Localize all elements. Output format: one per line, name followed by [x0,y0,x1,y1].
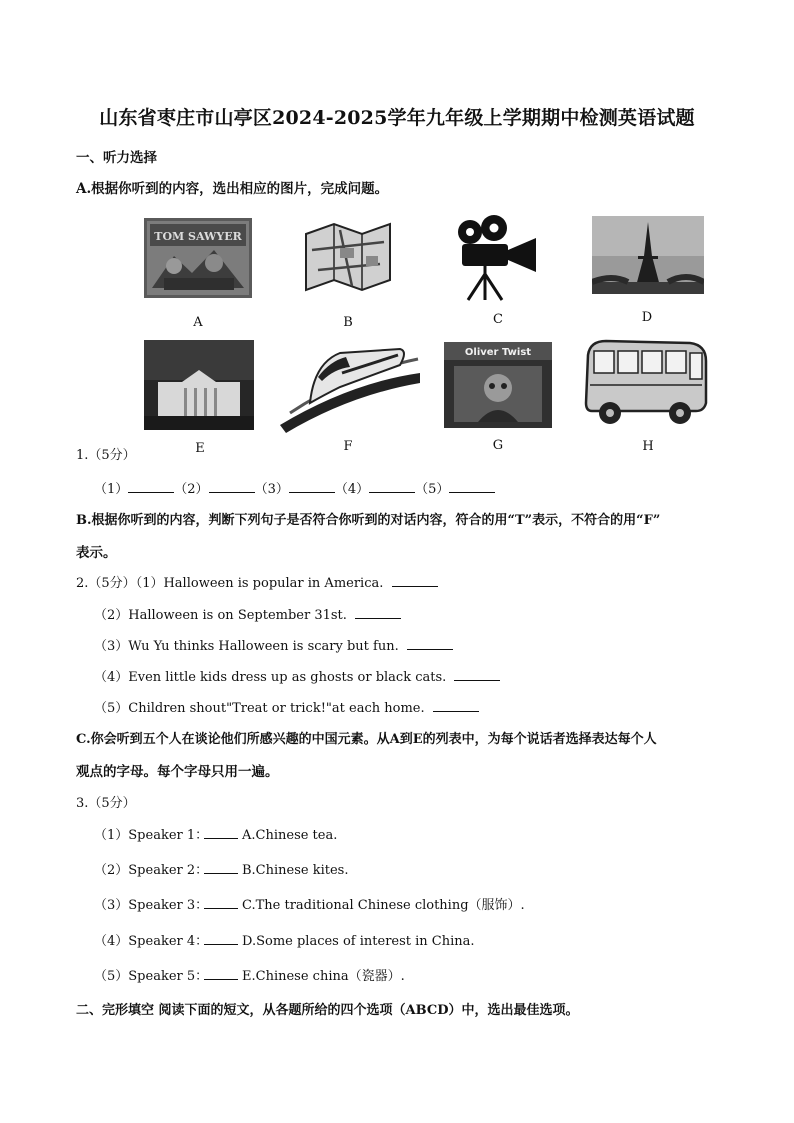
picture-d-letter: D [641,310,653,325]
picture-e-letter: E [195,441,205,456]
q1-blank-label-2: （2） [174,482,209,497]
question-2-row-4 [94,666,500,685]
picture-g-book-cover [444,342,552,428]
q3-option-a: A.Chinese tea. [242,828,338,843]
picture-c-movie-camera-icon [450,210,542,302]
question-3-label: 3.（5分） [76,796,136,811]
q2-statement-5: （5）Children shout"Treat or trick!"at each home. [94,701,425,716]
q3-speaker-row-4 [94,930,475,949]
q3-speaker-label-4: （4）Speaker 4： [94,934,209,949]
q2-statement-2: （2）Halloween is on September 31st. [94,608,347,623]
q1-blank-label-3: （3） [254,482,289,497]
q3-speaker-row-5 [94,965,405,984]
q1-blank-4[interactable] [369,480,415,493]
question-2-row-1 [76,572,438,591]
q1-blank-3[interactable] [289,480,335,493]
section-heading-cloze: 二、完形填空 阅读下面的短文，从各题所给的四个选项（ABCD）中，选出最佳选项。 [76,1003,579,1018]
q3-speaker-row-3 [94,894,525,913]
q3-option-d: D.Some places of interest in China. [242,934,475,949]
question-2-row-2 [94,604,401,623]
picture-b-letter: B [343,315,353,330]
question-1-label: 1.（5分） [76,448,136,463]
q1-blank-label-5: （5） [415,482,450,497]
q2-blank-2[interactable] [355,606,401,619]
q2-statement-1: （1）Halloween is popular in America. [135,576,384,591]
q3-option-c: C.The traditional Chinese clothing（服饰）. [242,898,525,913]
picture-h-letter: H [642,439,654,454]
question-2-row-5 [94,697,479,716]
picture-b-map [300,220,396,294]
q3-speaker-row-2 [94,859,348,878]
q1-blank-5[interactable] [449,480,495,493]
picture-h-bus [580,335,710,430]
q3-option-e: E.Chinese china（瓷器）. [242,969,405,984]
q3-option-b: B.Chinese kites. [242,863,349,878]
q3-speaker-label-3: （3）Speaker 3： [94,898,209,913]
q2-blank-4[interactable] [454,668,500,681]
picture-e-white-house [144,340,254,430]
picture-c-letter: C [493,312,503,327]
q1-blank-2[interactable] [209,480,255,493]
q3-speaker-label-1: （1）Speaker 1： [94,828,209,843]
question-2-row-3 [94,635,453,654]
q2-blank-1[interactable] [392,574,438,587]
q1-blank-1[interactable] [128,480,174,493]
q3-speaker-row-1 [94,824,337,843]
picture-d-eiffel-tower [592,216,704,294]
part-c-instruction-line-1: C.你会听到五个人在谈论他们所感兴趣的中国元素。从A到E的列表中，为每个说话者选择表达每个人 [76,732,657,747]
part-a-instruction: A.根据你听到的内容，选出相应的图片，完成问题。 [76,181,389,197]
picture-f-letter: F [343,439,353,454]
picture-f-train [280,343,420,433]
picture-g-caption: Oliver Twist [464,347,532,358]
q3-blank-3[interactable] [204,896,238,909]
question-1-answer-row [94,478,495,497]
question-2-label: 2.（5分） [76,576,136,591]
q2-statement-3: （3）Wu Yu thinks Halloween is scary but fun. [94,639,399,654]
picture-g-letter: G [492,438,504,453]
q3-speaker-label-5: （5）Speaker 5： [94,969,209,984]
q2-blank-3[interactable] [407,637,453,650]
q3-blank-1[interactable] [204,826,238,839]
part-c-instruction-line-2: 观点的字母。每个字母只用一遍。 [76,764,279,780]
picture-a-book-cover [144,218,252,298]
page-title: 山东省枣庄市山亭区2024-2025学年九年级上学期期中检测英语试题 [99,107,695,129]
picture-a-caption: TOM SAWYER [154,230,242,243]
q2-statement-4: （4）Even little kids dress up as ghosts or black cats. [94,670,447,685]
q3-speaker-label-2: （2）Speaker 2： [94,863,209,878]
q3-blank-5[interactable] [204,967,238,980]
q1-blank-label-4: （4） [334,482,370,497]
section-heading-listening: 一、听力选择 [76,150,157,166]
part-b-instruction-line-1: B.根据你听到的内容，判断下列句子是否符合你听到的对话内容，符合的用“T”表示，不符合的用“F” [76,513,661,528]
part-b-instruction-line-2: 表示。 [76,545,117,561]
picture-a-letter: A [193,315,203,330]
q3-blank-4[interactable] [204,932,238,945]
q2-blank-5[interactable] [433,699,479,712]
q1-blank-label-1: （1） [94,482,129,497]
q3-blank-2[interactable] [204,861,238,874]
